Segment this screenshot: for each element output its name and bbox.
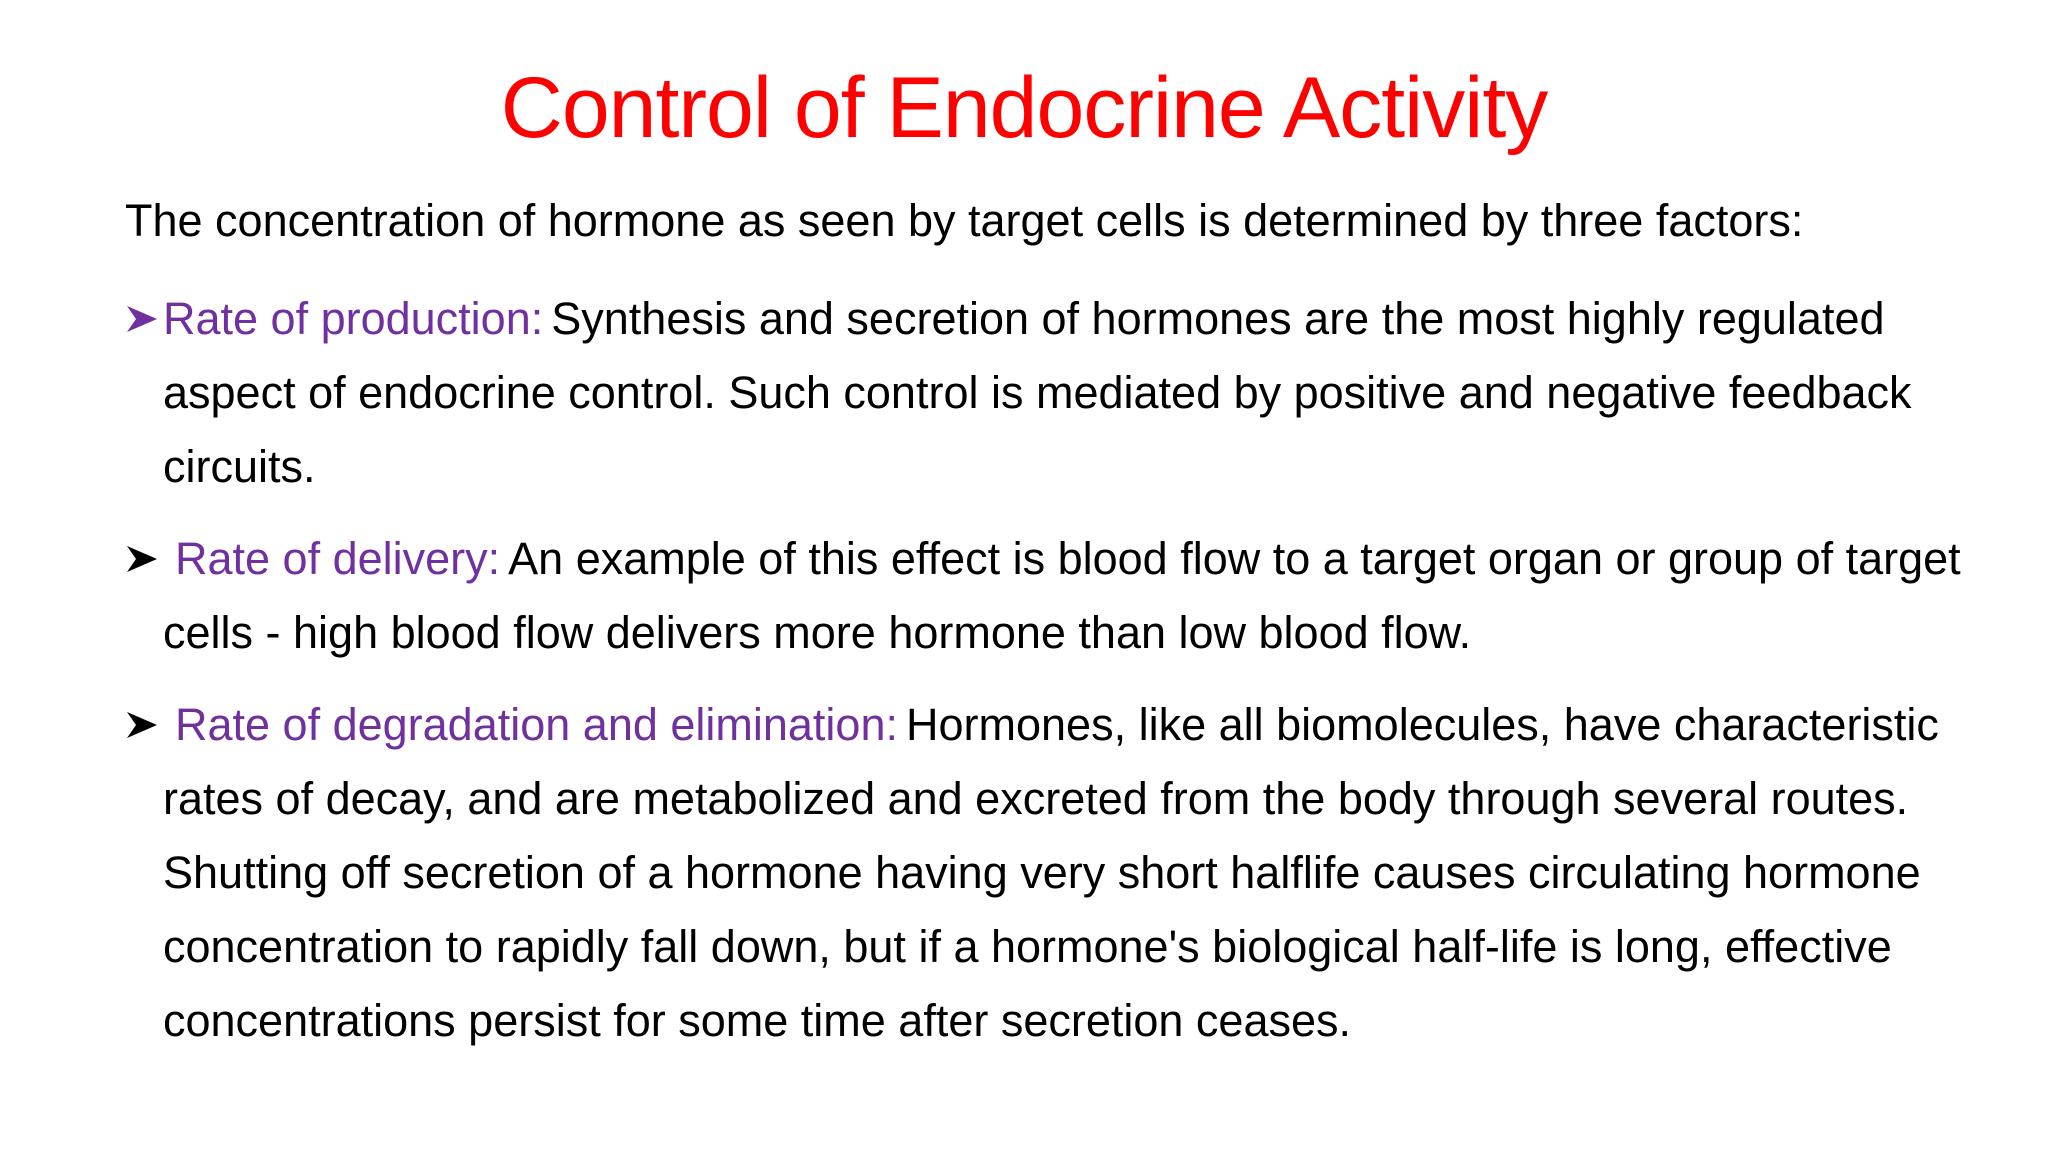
arrowhead-bullet-icon bbox=[125, 542, 159, 576]
arrowhead-bullet-icon bbox=[125, 708, 159, 742]
bullet-text: Synthesis and secretion of hormones are the most highly regulated aspect of endocrine control. Such control is mediated by positive and negative feedback circuits. bbox=[163, 293, 1912, 492]
bullet-rate-of-production bbox=[125, 282, 1985, 504]
bullet-term: Rate of delivery: bbox=[175, 533, 501, 584]
bullet-rate-of-degradation bbox=[125, 688, 1985, 1058]
bullet-term: Rate of degradation and elimination: bbox=[175, 699, 898, 750]
bullet-term: Rate of production: bbox=[163, 293, 544, 344]
slide-title: Control of Endocrine Activity bbox=[500, 60, 1548, 156]
bullet-list bbox=[125, 282, 1985, 1076]
intro-text: The concentration of hormone as seen by target cells is determined by three factors: bbox=[125, 195, 1804, 246]
bullet-text: Hormones, like all biomolecules, have characteristic rates of decay, and are metabolized and excreted from the body through several routes. Shutting off secretion of a hormone having very short halflife causes circulating hormone concentration to rapidly fall down, but if a hormone's biological half-life is long, effective concentrations persist for some time after secretion ceases. bbox=[163, 699, 1939, 1046]
bullet-text: An example of this effect is blood flow to a target organ or group of target cells - high blood flow delivers more hormone than low blood flow. bbox=[163, 533, 1961, 658]
arrowhead-bullet-icon bbox=[125, 302, 159, 336]
bullet-rate-of-delivery bbox=[125, 522, 1985, 670]
